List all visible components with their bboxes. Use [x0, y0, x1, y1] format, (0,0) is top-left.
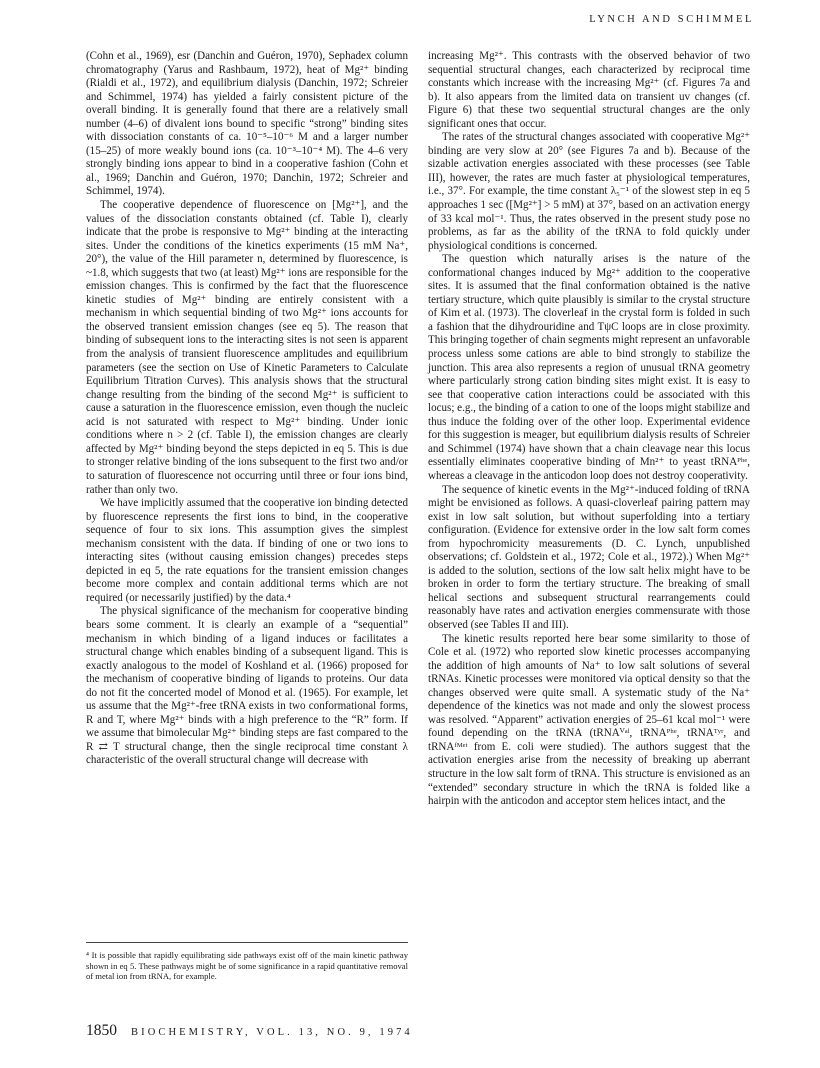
paragraph: The physical significance of the mechanism for cooperative binding bears some comment. It is clearly an example of a “sequential” mechanism in which binding of a ligand induces or facilitates a structural change which enables binding of a subsequent ligand. This is exactly analogous to the model of Koshland et al. (1966) proposed for the mechanism of cooperative binding of ligands to proteins. Our data do not fit the concerted model of Monod et al. (1965). For example, let us assume that the Mg²⁺-free tRNA exists in two conformational forms, R and T, where Mg²⁺ binds with a high preference to the “R” form. If we assume that bimolecular Mg²⁺ binding steps are fast compared to the R ⇄ T structural change, then the single reciprocal time constant λ characteristic of the overall structural change will decrease with [86, 605, 408, 767]
paragraph: We have implicitly assumed that the cooperative ion binding detected by fluorescence represents the first ions to bind, in the cooperative sequence of four to six ions. This assumption gives the simplest mechanism consistent with the data. If binding of one or two ions to interacting sites (without causing emission changes) precedes steps depicted in eq 5, the rate equations for the transient emission changes become more complex and contain additional terms which are not required (or necessarily justified) by the data.⁴ [86, 497, 408, 604]
paragraph: The question which naturally arises is the nature of the conformational changes induced by Mg²⁺ addition to the cooperative sites. It is assumed that the final conformation obtained is the native tertiary structure, which quite plausibly is similar to the crystal structure of Kim et al. (1973). The cloverleaf in the crystal form is folded in such a fashion that the dihydrouridine and TψC loops are in close proximity. This bringing together of chain segments might represent an unfavorable process unless some cations are able to bind strongly to stabilize the junction. This area also represents a region of unusual tRNA geometry where particularly strong cation binding sites might exist. It is easy to see that cooperative cation interactions could be associated with this locus; e.g., the binding of a cation to one of the loops might stabilize and thus induce the folding over of the other loop. Experimental evidence for this suggestion is meager, but equilibrium dialysis results of Schreier and Schimmel (1974) have shown that a chain cleavage near this locus essentially eliminates cooperative binding of Mn²⁺ to yeast tRNAᴾʰᵉ, whereas a cleavage in the anticodon loop does not destroy cooperativity. [428, 253, 750, 482]
footnote: ⁴ It is possible that rapidly equilibrating side pathways exist off of the main kinetic pathway shown in eq 5. These pathways might be of some significance in a rapid quantitative removal of metal ion from tRNA, for example. [86, 950, 408, 982]
paragraph: (Cohn et al., 1969), esr (Danchin and Guéron, 1970), Sephadex column chromatography (Yarus and Rashbaum, 1972), heat of Mg²⁺ binding (Rialdi et al., 1972), and equilibrium dialysis (Danchin, 1972; Schreier and Schimmel, 1974) has yielded a fairly consistent picture of the overall binding. It is generally found that there are a relatively small number (4–6) of divalent ions bound to specific “strong” binding sites with dissociation constants of ca. 10⁻⁵–10⁻⁶ M and a larger number (15–25) of more weakly bound ions (ca. 10⁻³–10⁻⁴ M). The 4–6 very strongly binding ions appear to bind in a cooperative fashion (Cohn et al., 1969; Danchin and Guéron, 1970; Danchin, 1972; Schreier and Schimmel, 1974). [86, 50, 408, 198]
right-text-column [428, 50, 750, 809]
page-number: 1850 [86, 1022, 117, 1039]
left-text-column [86, 50, 408, 768]
paragraph: increasing Mg²⁺. This contrasts with the observed behavior of two sequential structural changes, each characterized by reciprocal time constants which increase with the increasing Mg²⁺ (cf. Figures 7a and b). It also appears from the limited data on transient uv changes (cf. Figure 6) that these two sequential structural changes are the only significant ones that occur. [428, 50, 750, 130]
journal-citation: BIOCHEMISTRY, VOL. 13, NO. 9, 1974 [131, 1027, 413, 1038]
footnote-divider [86, 942, 408, 943]
page-footer [86, 1022, 413, 1040]
paragraph: The rates of the structural changes associated with cooperative Mg²⁺ binding are very slow at 20° (see Figures 7a and b). Because of the sizable activation energies associated with these processes (see Table III), however, the rates are much faster at physiological temperatures, i.e., 37°. For example, the time constant λ₅⁻¹ of the slowest step in eq 5 approaches 1 sec ([Mg²⁺] > 5 mM) at 37°, based on an activation energy of 33 kcal mol⁻¹. Thus, the rates observed in the present study pose no problems, as far as the ability of the tRNA to fold quickly under physiological conditions is concerned. [428, 131, 750, 252]
running-header: LYNCH AND SCHIMMEL [589, 14, 754, 25]
paragraph: The kinetic results reported here bear some similarity to those of Cole et al. (1972) who reported slow kinetic processes accompanying the addition of high amounts of Na⁺ to low salt solutions of several tRNAs. Kinetic processes were monitored via optical density so that the changes observed were quite small. A systematic study of the Na⁺ dependence of the kinetics was not made and only the slowest process was resolved. “Apparent” activation energies of 25–61 kcal mol⁻¹ were found depending on the tRNA (tRNAⱽᵃˡ, tRNAᴾʰᵉ, tRNAᵀʸʳ, and tRNAᶠᴹᵉᵗ from E. coli were studied). The authors suggest that the activation energies arise from the necessity of breaking up aberrant structure in the low salt form of tRNA. This structure is envisioned as an “extended” secondary structure in which the tRNA is folded like a hairpin with the anticodon and acceptor stem helices intact, and the [428, 632, 750, 808]
paragraph: The sequence of kinetic events in the Mg²⁺-induced folding of tRNA might be envisioned as follows. A quasi-cloverleaf pairing pattern may exist in low salt solution, but without superfolding into a tertiary configuration. (Evidence for extensive order in the low salt form comes from hypochromicity measurements (D. C. Lynch, unpublished observations; cf. Goldstein et al., 1972; Cole et al., 1972).) When Mg²⁺ is added to the solution, sections of the low salt helix might have to be broken in order to form the tertiary structure. The breaking of small helical sections and subsequent structural rearrangements could reasonably have rates and activation energies commensurate with those observed (see Tables II and III). [428, 483, 750, 631]
paragraph: The cooperative dependence of fluorescence on [Mg²⁺], and the values of the dissociation constants obtained (cf. Table I), clearly indicate that the probe is responsive to Mg²⁺ binding at the interacting sites. Under the conditions of the kinetics experiments (15 mM Na⁺, 20°), the value of the Hill parameter n, determined by fluorescence, is ~1.8, which suggests that two (at least) Mg²⁺ ions are responsible for the emission changes. This is confirmed by the fact that the fluorescence kinetic studies of Mg²⁺ binding are entirely consistent with a mechanism in which sequential binding of two Mg²⁺ ions accounts for the observed transient emission changes (see eq 5). The reason that binding of subsequent ions to the interacting sites is not seen is apparent from the analysis of transient fluorescence amplitudes and equilibrium parameters (see the section on Use of Kinetic Parameters to Calculate Equilibrium Titration Curves). This analysis shows that the structural change resulting from the binding of the second Mg²⁺ is sufficient to cause a saturation in the fluorescence emission, even though the nucleic acid is not saturated with respect to Mg²⁺ binding. Under ionic conditions where n > 2 (cf. Table I), the emission changes are clearly affected by Mg²⁺ binding beyond the steps depicted in eq 5. This is due to stronger relative binding of the ions subsequent to the first two and/or to saturation of fluorescence not occurring until three or four ions bind, rather than only two. [86, 199, 408, 496]
